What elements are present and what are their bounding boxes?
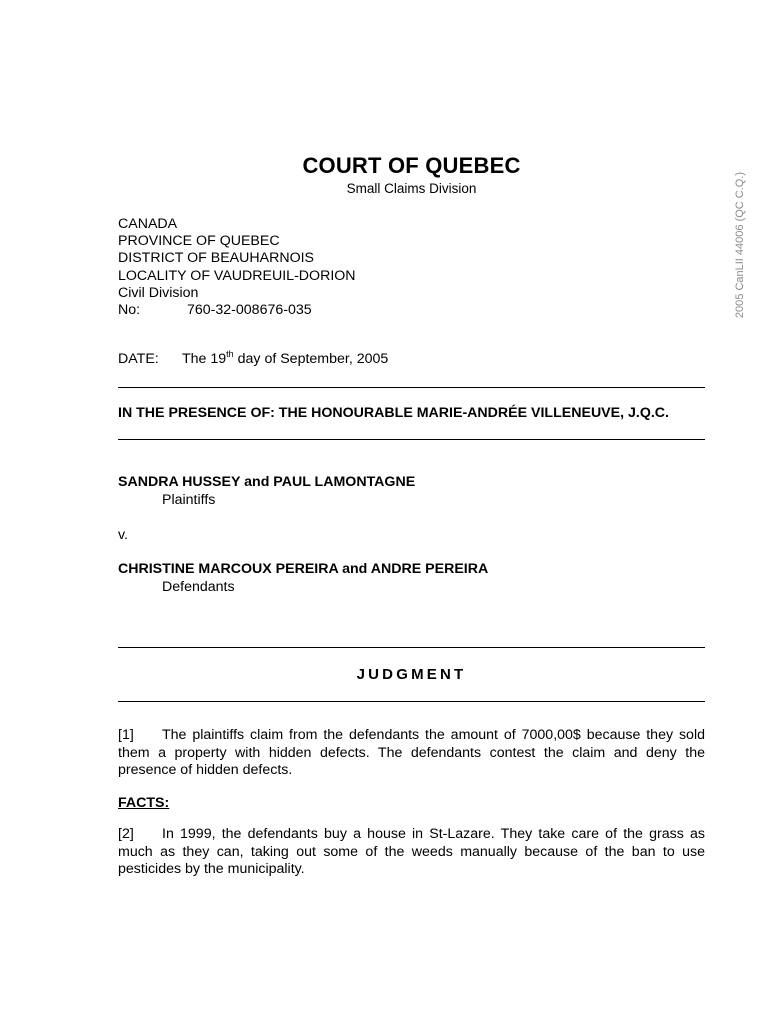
paragraph-number: [2] — [118, 826, 134, 842]
court-division: Small Claims Division — [346, 181, 477, 196]
versus: v. — [118, 527, 128, 543]
facts-heading: FACTS: — [118, 795, 170, 811]
presence-line: IN THE PRESENCE OF: THE HONOURABLE MARIE-ANDRÉE VILLENEUVE, J.Q.C. — [118, 405, 669, 421]
date-suffix: day of September, 2005 — [233, 351, 389, 367]
date-prefix: The 19 — [182, 351, 227, 367]
file-number — [118, 302, 356, 319]
divider — [118, 701, 705, 702]
paragraph — [118, 727, 705, 780]
province: PROVINCE OF QUEBEC — [118, 233, 280, 250]
case-header — [118, 216, 356, 319]
plaintiffs-names: SANDRA HUSSEY and PAUL LAMONTAGNE — [118, 474, 416, 490]
judgment-heading: JUDGMENT — [356, 666, 467, 683]
judgment-date — [118, 351, 388, 367]
date-label: DATE: — [118, 351, 159, 367]
divider — [118, 387, 705, 388]
plaintiffs-role: Plaintiffs — [162, 492, 216, 508]
divider — [118, 647, 705, 648]
country: CANADA — [118, 216, 178, 232]
paragraph — [118, 826, 705, 879]
file-number-value: 760-32-008676-035 — [187, 302, 312, 319]
paragraph-number: [1] — [118, 727, 134, 743]
paragraph-text: In 1999, the defendants buy a house in St-Lazare. They take care of the grass as much as they can, taking out some of the weeds manually because of the ban to use pesticides by the municipality. — [118, 826, 705, 877]
divider — [118, 439, 705, 440]
file-number-label: No: — [118, 302, 141, 319]
canlii-citation-watermark: 2005 CanLII 44006 (QC C.Q.) — [734, 171, 746, 319]
district: DISTRICT OF BEAUHARNOIS — [118, 250, 315, 267]
date-ordinal: th — [226, 349, 234, 359]
paragraph-text: The plaintiffs claim from the defendants the amount of 7000,00$ because they sold them a property with hidden defects. The defendants contest the claim and deny the presence of hidden defects. — [118, 727, 705, 778]
defendants-role: Defendants — [162, 579, 235, 595]
court-title: COURT OF QUEBEC — [302, 153, 521, 178]
civil-division: Civil Division — [118, 284, 199, 301]
defendants-names: CHRISTINE MARCOUX PEREIRA and ANDRE PEREIRA — [118, 561, 489, 577]
locality: LOCALITY OF VAUDREUIL-DORION — [118, 267, 356, 284]
